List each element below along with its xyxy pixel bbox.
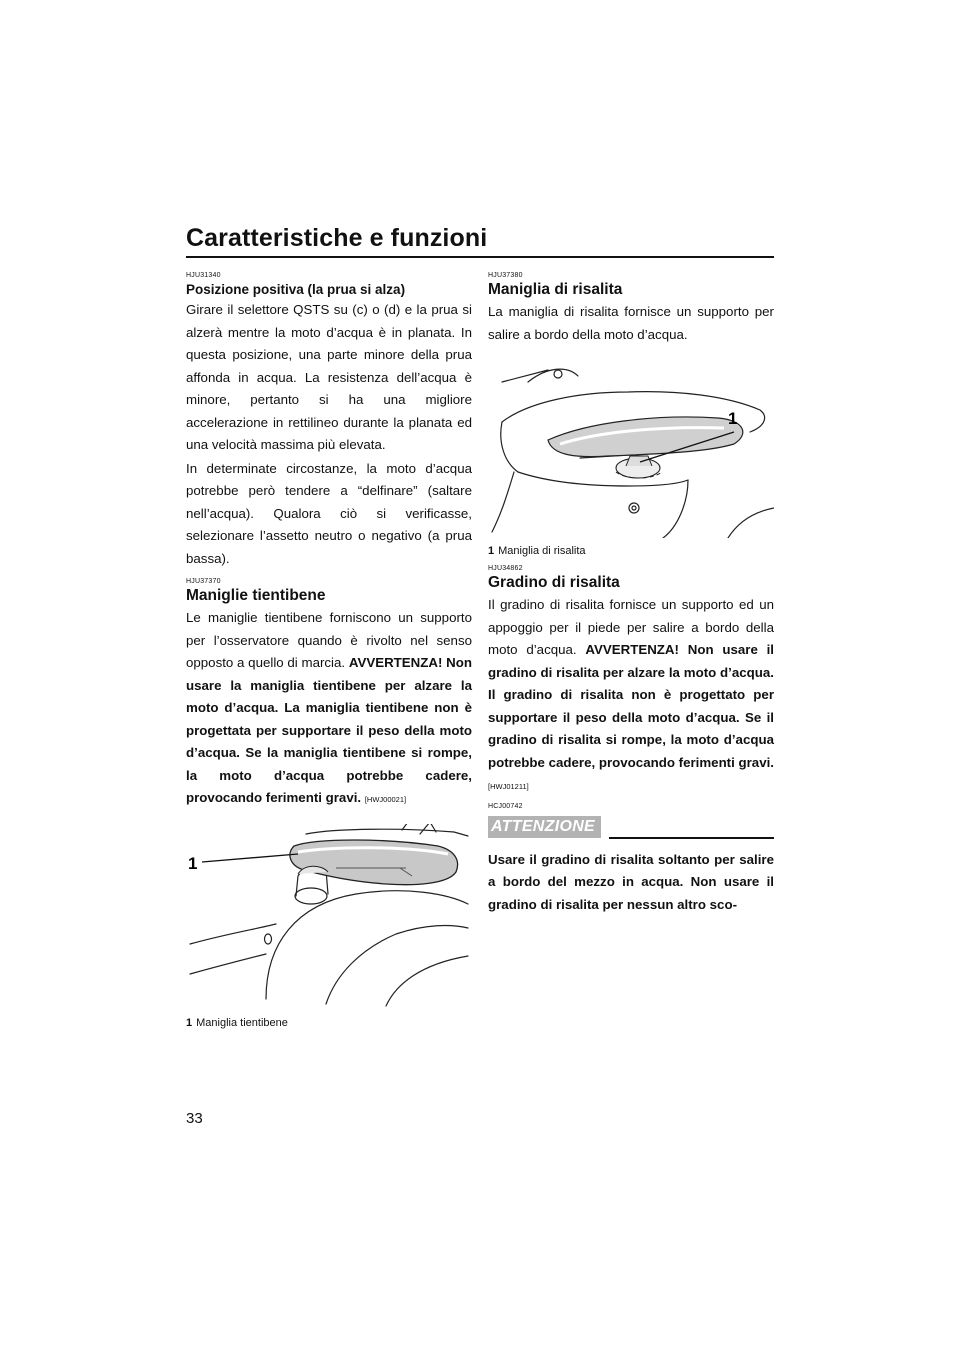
section-title-positive-trim: Posizione positiva (la prua si alza)	[186, 282, 406, 297]
attention-label: ATTENZIONE	[488, 816, 601, 838]
figure-boarding-handle	[488, 362, 774, 557]
figure-callout: 1	[188, 853, 198, 873]
grab-handle-illustration	[186, 824, 472, 1010]
warning-ref: [HWJ01211]	[488, 782, 529, 791]
paragraph: La maniglia di risalita fornisce un supporto per salire a bordo della moto d’acqua.	[488, 304, 774, 342]
right-column	[488, 272, 774, 916]
attention-text: Usare il gradino di risalita soltanto per salire a bordo del mezzo in acqua. Non usare il gradino di risalita per nessun altro sco-	[488, 851, 774, 912]
caption-text: Maniglia tientibene	[196, 1016, 288, 1029]
figure-grab-handle	[186, 824, 472, 1029]
paragraph: In determinate circostanze, la moto d’acqua potrebbe però tendere a “delfinare” (saltare nell’acqua). Qualora ciò si verificasse, selezionare l’assetto neutro o negativo (a prua bassa).	[186, 460, 472, 566]
paragraph-text: Il gradino di risalita fornisce un supporto ed un appoggio per il piede per salire a bordo della moto d’acqua.	[488, 597, 774, 657]
caption-number: 1	[488, 545, 495, 557]
figure-caption	[488, 545, 774, 557]
boarding-handle-illustration	[488, 362, 774, 538]
page-number: 33	[186, 1110, 203, 1127]
warning-ref: [HWJ00021]	[364, 795, 407, 804]
page-title: Caratteristiche e funzioni	[186, 224, 488, 252]
caption-number: 1	[186, 1016, 193, 1029]
figure-caption	[186, 1017, 472, 1029]
section-title-boarding-step: Gradino di risalita	[488, 574, 620, 591]
section-title-boarding-handle: Maniglia di risalita	[488, 281, 623, 298]
title-rule	[186, 256, 774, 258]
section-code: HJU31340	[186, 272, 221, 279]
paragraph	[186, 607, 472, 812]
section-code: HJU37370	[186, 578, 221, 585]
warning-text: AVVERTENZA! Non usare il gradino di risalita per alzare la moto d’acqua. Il gradino di risalita non è progettato per supportare il peso della moto d’acqua. Se il gradino di risalita si rompe, la moto d’acqua potrebbe cadere, provocando ferimenti gravi.	[488, 642, 774, 770]
warning-text: AVVERTENZA! Non usare la maniglia tientibene per alzare la moto d’acqua. La maniglia tientibene non è progettata per supportare il peso della moto d’acqua. Se la maniglia tientibene si rompe, la moto d’acqua potrebbe cadere, provocando ferimenti gravi.	[186, 655, 472, 805]
paragraph-text: Le maniglie tientibene forniscono un supporto per l’osservatore quando è rivolto nel senso opposto a quello di marcia.	[186, 610, 472, 670]
paragraph: Girare il selettore QSTS su (c) o (d) e la prua si alzerà mentre la moto d’acqua è in planata. In questa posizione, una parte minore della prua affonda in acqua. La resistenza dell’acqua è minore, pertanto si ha una migliore accelerazione in rettilineo durante la planata ed una velocità massima più elevata.	[186, 302, 472, 452]
attention-rule	[609, 837, 774, 839]
paragraph	[488, 594, 774, 799]
figure-callout: 1	[728, 409, 738, 428]
attention-header	[488, 815, 774, 841]
left-column	[186, 272, 472, 1029]
caption-text: Maniglia di risalita	[498, 545, 586, 557]
section-code: HJU37380	[488, 272, 523, 279]
section-code: HJU34862	[488, 565, 523, 572]
section-title-grab-handles: Maniglie tientibene	[186, 587, 326, 604]
section-code: HCJ00742	[488, 802, 523, 810]
